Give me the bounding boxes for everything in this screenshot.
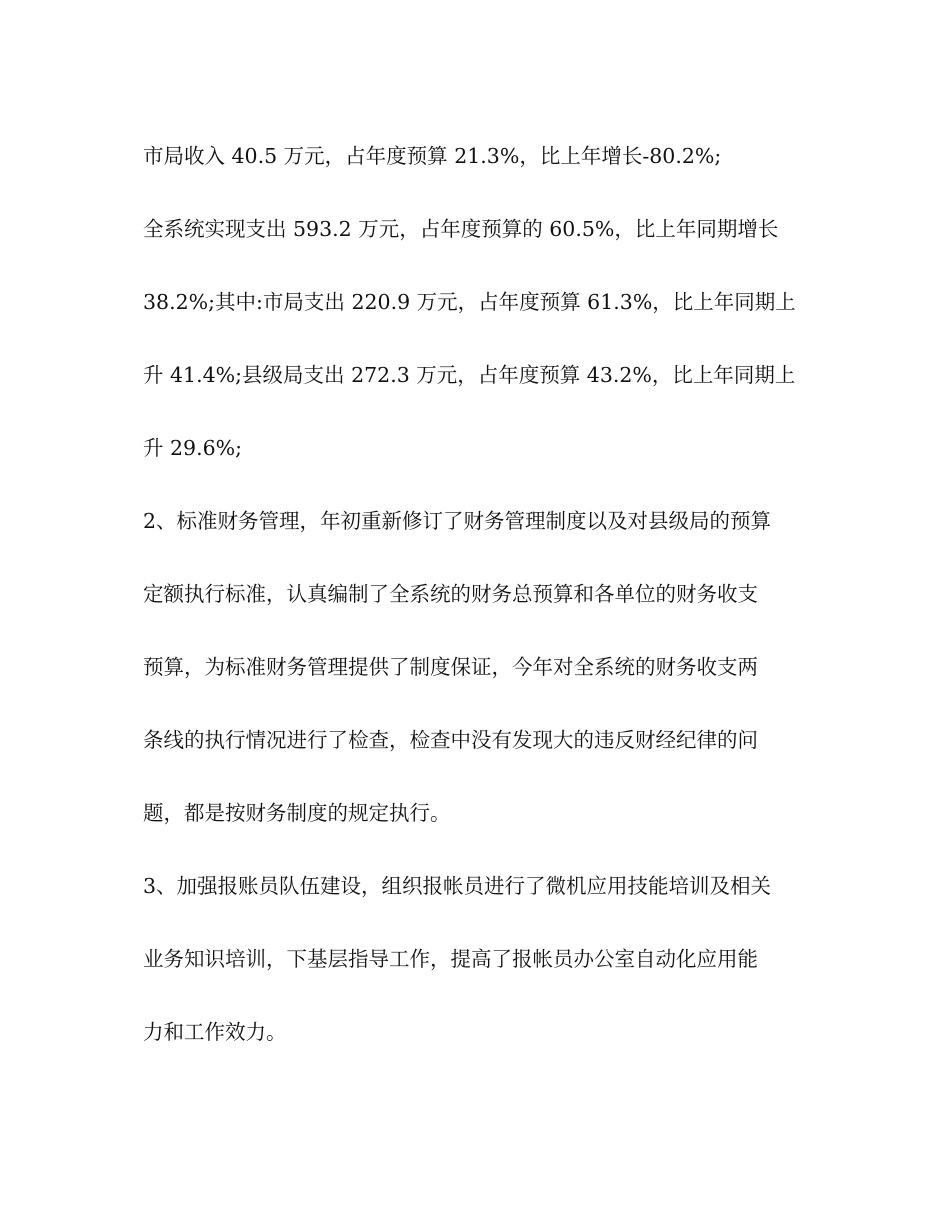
text-line: 市局收入 40.5 万元，占年度预算 21.3%，比上年增长-80.2%;: [143, 144, 722, 168]
text-line: 业务知识培训，下基层指导工作，提高了报帐员办公室自动化应用能: [143, 947, 758, 971]
text-line: 预算，为标准财务管理提供了制度保证，今年对全系统的财务收支两: [143, 655, 758, 679]
text-line: 3、加强报账员队伍建设，组织报帐员进行了微机应用技能培训及相关: [143, 874, 772, 898]
text-line: 38.2%;其中:市局支出 220.9 万元，占年度预算 61.3%，比上年同期上: [143, 290, 796, 314]
text-line: 力和工作效力。: [143, 1020, 287, 1044]
text-line: 题，都是按财务制度的规定执行。: [143, 801, 451, 825]
text-line: 2、标准财务管理，年初重新修订了财务管理制度以及对县级局的预算: [143, 509, 772, 533]
document-body: [143, 136, 815, 1052]
text-line: 定额执行标准，认真编制了全系统的财务总预算和各单位的财务收支: [143, 582, 758, 606]
text-line: 升 41.4%;县级局支出 272.3 万元，占年度预算 43.2%，比上年同期上: [143, 363, 796, 387]
text-line: 升 29.6%;: [143, 436, 243, 460]
text-line: 全系统实现支出 593.2 万元，占年度预算的 60.5%，比上年同期增长: [143, 217, 779, 241]
text-line: 条线的执行情况进行了检查，检查中没有发现大的违反财经纪律的问: [143, 728, 758, 752]
